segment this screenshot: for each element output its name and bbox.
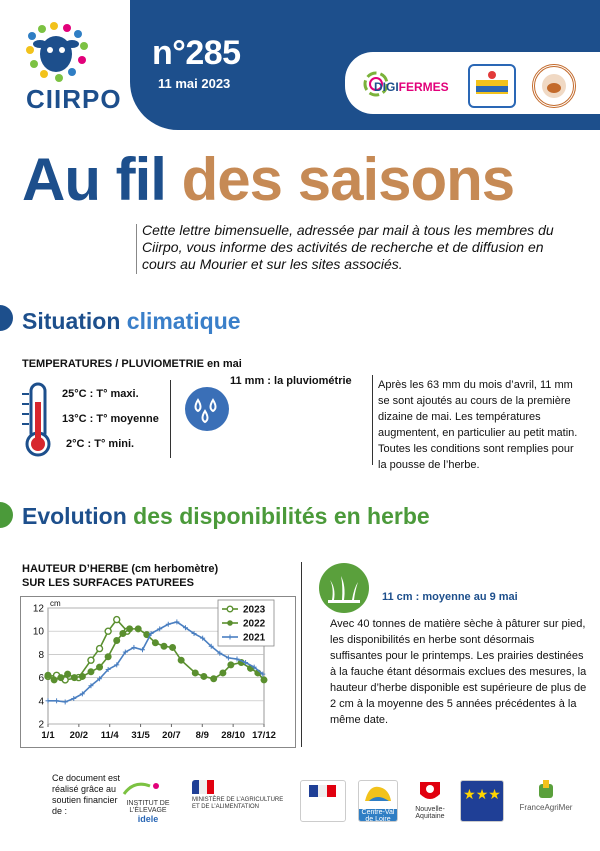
footer-funding-note: Ce document est réalisé grâce au soutien financier de : <box>52 773 121 816</box>
page-title: Au fil des saisons <box>22 146 515 213</box>
ciirpo-logo-text: CIIRPO <box>26 84 122 114</box>
data-point-2022 <box>228 662 234 668</box>
y-tick-label: 12 <box>32 603 44 615</box>
ministere-logo-icon: MINISTÈRE DE L’AGRICULTURE ET DE L’ALIMENTATION <box>192 780 284 822</box>
x-tick-label: 20/2 <box>69 730 89 741</box>
data-point-2022 <box>161 643 167 649</box>
issue-date: 11 mai 2023 <box>158 76 231 91</box>
data-point-2022 <box>135 626 141 632</box>
section-title-climat: Situation climatique <box>22 308 241 334</box>
club-mouton-badge-icon <box>468 64 516 108</box>
x-tick-label: 31/5 <box>131 730 150 741</box>
data-point-2022 <box>127 626 133 632</box>
data-point-2022 <box>261 677 267 683</box>
data-point-2022 <box>65 671 71 677</box>
x-tick-label: 20/7 <box>162 730 181 741</box>
herbe-paragraph: Avec 40 tonnes de matière sèche à pâturer sur pied, les disponibilités en herbe sont désormais suffisantes pour le printemps. Les prairies destinées à la fauche étant désormais exclues des mesures, la hauteur d’herbe disponible est supérieure de plus de 2 cm à la moyenne des 5 années précédentes à la même date. <box>330 618 587 726</box>
republique-francaise-logo-icon <box>300 780 346 822</box>
data-point-2022 <box>88 669 94 675</box>
herbe-height-chart <box>20 596 296 748</box>
data-point-2022 <box>211 676 217 682</box>
region-nouvelle-aquitaine-logo-icon: Nouvelle-Aquitaine <box>408 780 452 822</box>
data-point-2022 <box>97 664 103 670</box>
x-tick-label: 17/12 <box>252 730 276 741</box>
temp-max: 25°C : T° maxi. <box>62 388 139 400</box>
temp-min: 2°C : T° mini. <box>66 438 135 450</box>
y-tick-label: 6 <box>38 673 44 685</box>
data-point-2023 <box>88 657 94 663</box>
x-tick-label: 8/9 <box>195 730 209 741</box>
column-divider <box>301 562 302 747</box>
section-bullet <box>0 305 13 331</box>
y-tick-label: 10 <box>32 626 44 638</box>
y-tick-label: 2 <box>38 719 44 731</box>
temp-moyenne: 13°C : T° moyenne <box>62 413 159 425</box>
data-point-2022 <box>120 631 126 637</box>
data-point-2023 <box>105 628 111 634</box>
x-tick-label: 11/4 <box>100 730 119 741</box>
climat-paragraph: Après les 63 mm du mois d’avril, 11 mm se sont ajoutés au cours de la première dizaine de mai. Les températures augmentent, en particulier au petit matin. Toutes les conditions sont remplies pour la pousse de l’herbe. <box>378 379 578 471</box>
grass-icon <box>318 562 370 614</box>
data-point-2022 <box>105 654 111 660</box>
data-point-2022 <box>152 640 158 646</box>
temperature-heading: TEMPERATURES / PLUVIOMETRIE en mai <box>22 358 242 370</box>
legend-label-2022: 2022 <box>243 618 266 630</box>
section-title-herbe: Evolution des disponibilités en herbe <box>22 503 430 529</box>
data-point-2022 <box>178 657 184 663</box>
data-point-2023 <box>97 646 103 652</box>
digifermes-logo-text: DIGIFERMES <box>374 80 449 94</box>
x-tick-label: 1/1 <box>41 730 55 741</box>
region-centre-logo-icon: Centre-Val de Loire <box>358 780 398 822</box>
y-tick-label: 4 <box>38 696 44 708</box>
legend-label-2023: 2023 <box>243 604 266 616</box>
legend-label-2021: 2021 <box>243 632 266 644</box>
issue-number: n°285 <box>152 34 241 72</box>
data-point-2022 <box>71 675 77 681</box>
ciirpo-sheep-logo-icon <box>22 22 92 84</box>
column-divider <box>170 380 171 458</box>
data-point-2022 <box>51 677 57 683</box>
pluviometrie-value: 11 mm : la pluviométrie <box>230 375 352 387</box>
data-point-2022 <box>58 675 64 681</box>
franceagrimer-logo-icon: FranceAgriMer <box>514 780 578 822</box>
rain-drops-icon <box>184 386 230 432</box>
section-bullet <box>0 502 13 528</box>
x-tick-label: 28/10 <box>221 730 246 741</box>
data-point-2022 <box>79 673 85 679</box>
data-point-2022 <box>201 673 207 679</box>
data-point-2022 <box>45 672 51 678</box>
seal-badge-icon <box>532 64 576 108</box>
intro-paragraph: Cette lettre bimensuelle, adressée par mail à tous les membres du Ciirpo, vous informe des activités de recherche et de diffusion en cours au Mourier et sur les sites associés. <box>142 222 554 272</box>
y-axis-label: cm <box>50 599 61 608</box>
herbe-chart-heading: HAUTEUR D’HERBE (cm herbomètre) SUR LES SURFACES PATUREES <box>22 563 219 589</box>
data-point-2022 <box>192 670 198 676</box>
y-tick-label: 8 <box>38 649 44 661</box>
data-point-2023 <box>114 617 120 623</box>
herbe-headline: 11 cm : moyenne au 9 mai <box>382 591 518 603</box>
data-point-2022 <box>114 637 120 643</box>
union-europeenne-logo-icon: ★★★ <box>460 780 504 822</box>
thermometer-icon <box>20 380 56 460</box>
data-point-2022 <box>220 670 226 676</box>
idele-logo-icon: INSTITUT DE L’ÉLEVAGE idele <box>120 780 176 822</box>
data-point-2022 <box>170 644 176 650</box>
